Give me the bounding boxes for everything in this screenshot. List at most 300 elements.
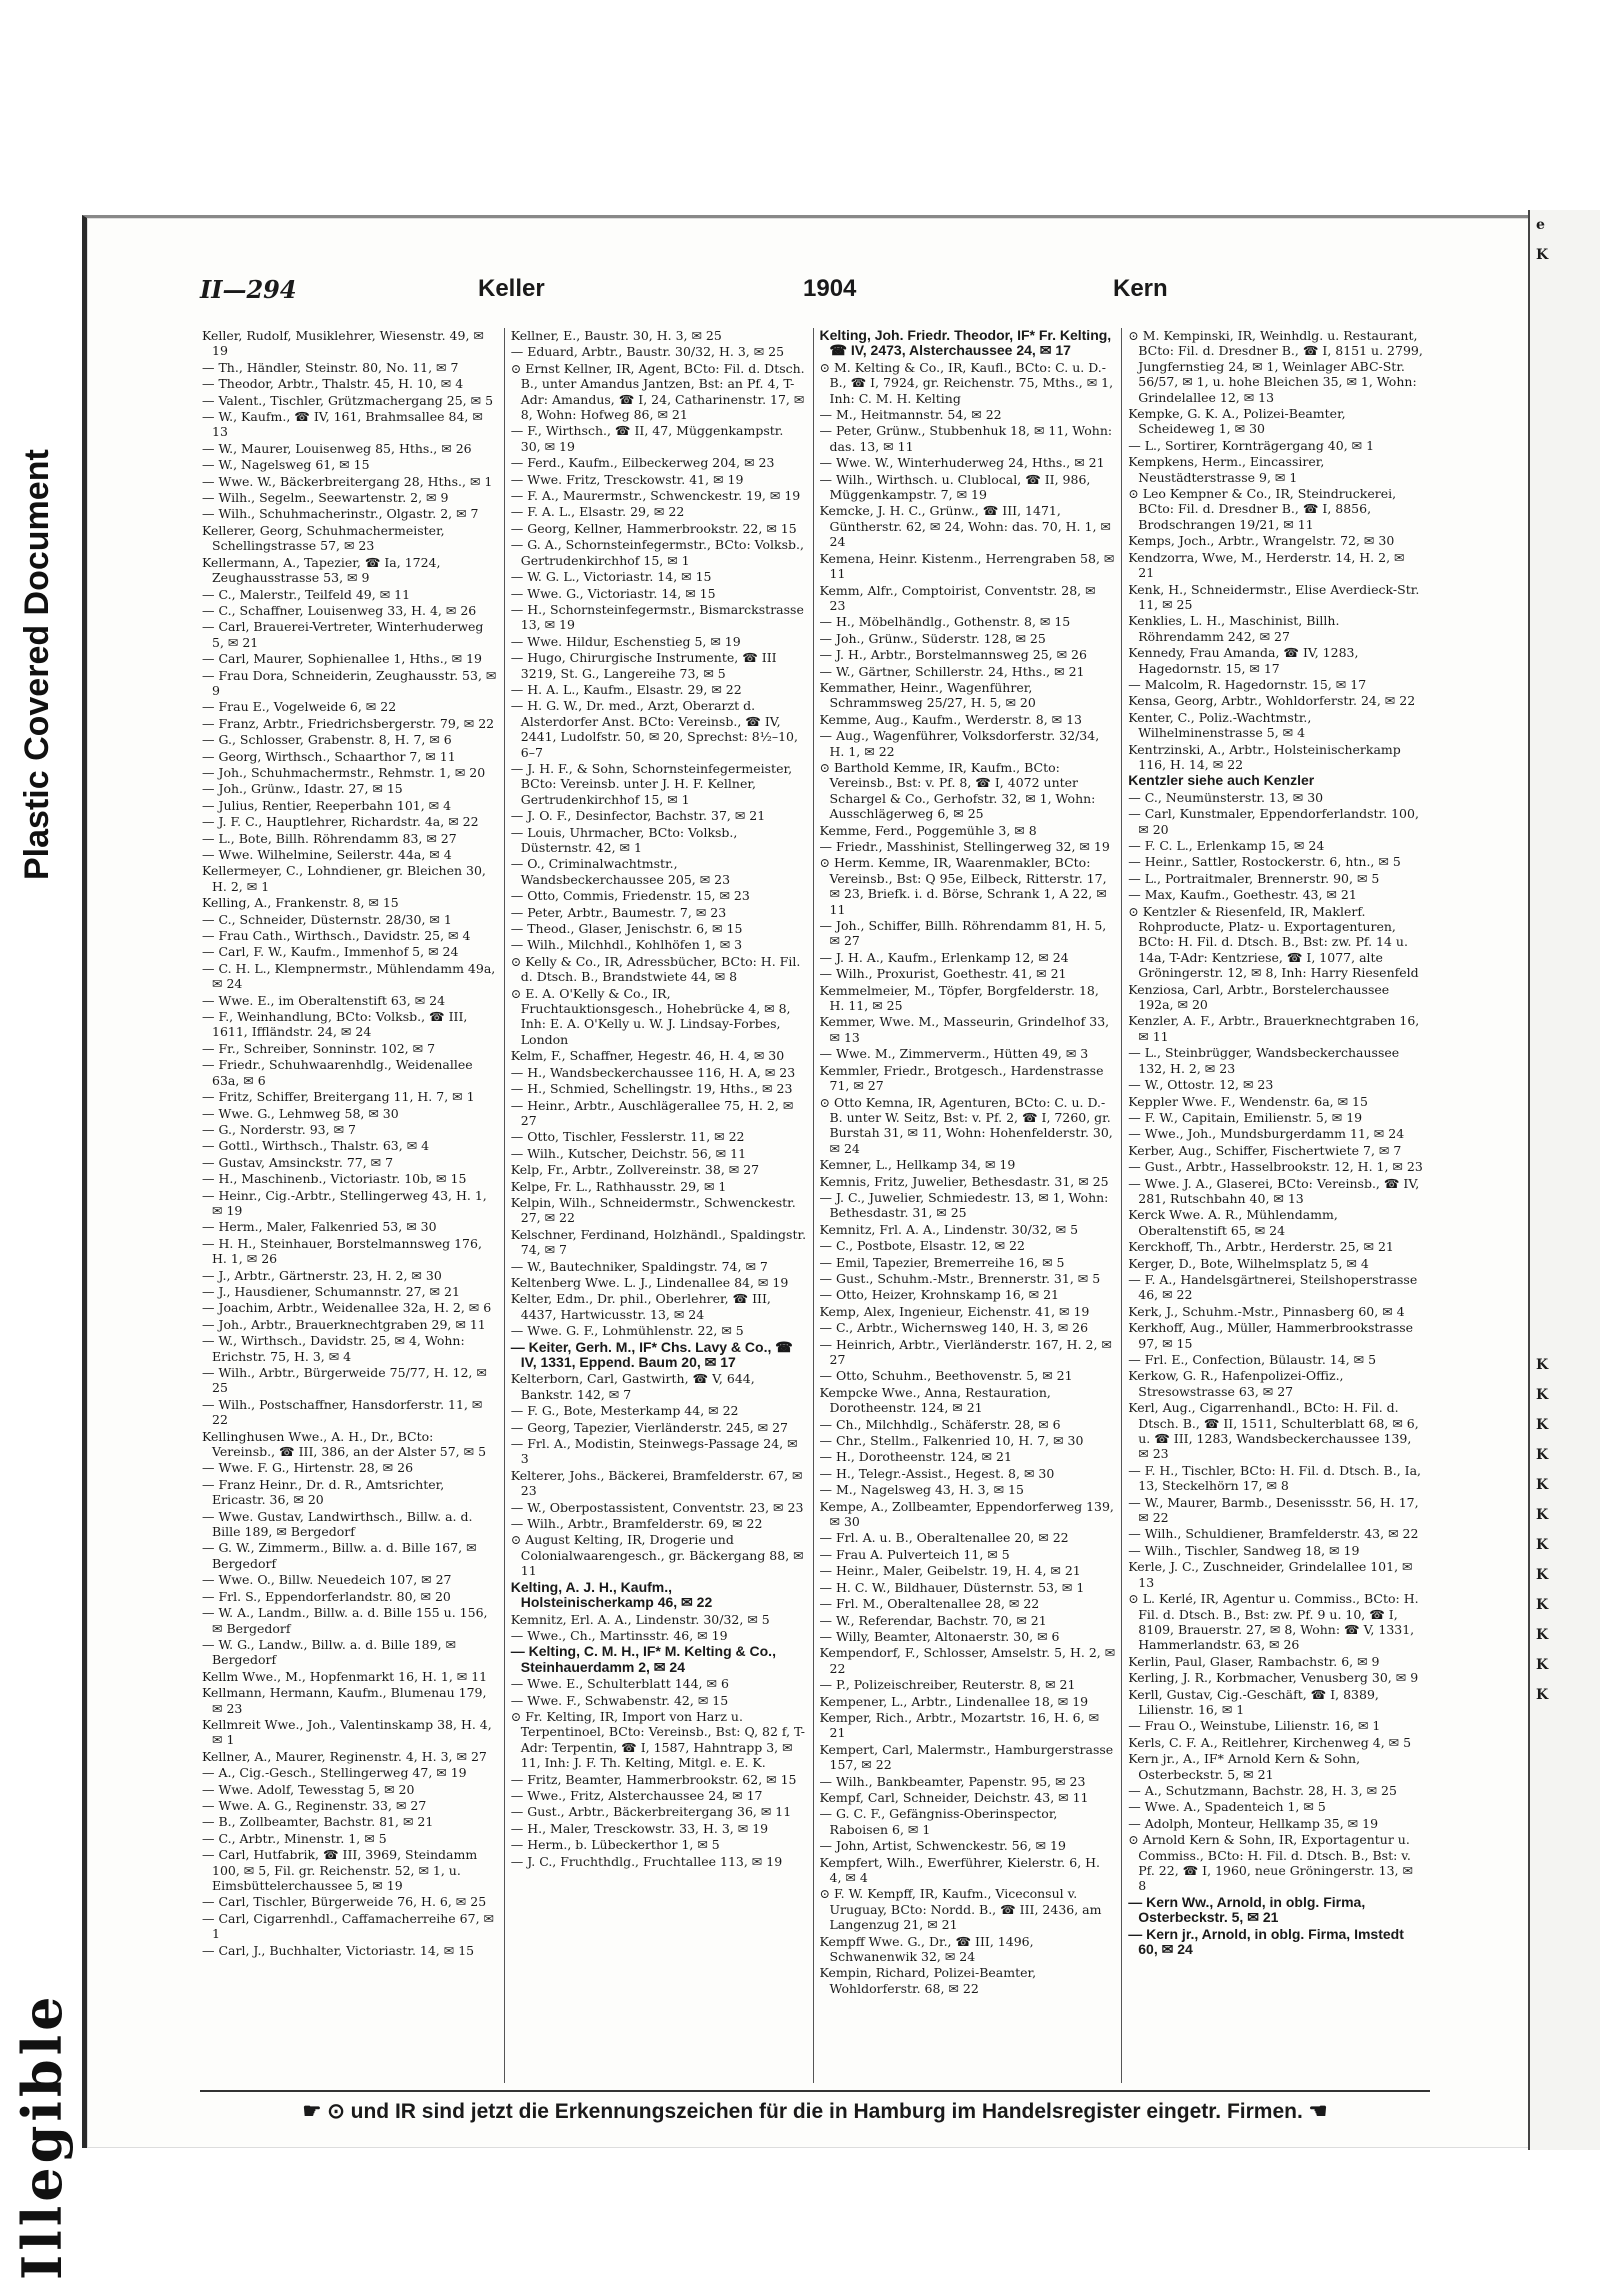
directory-entry: — Friedr., Masshinist, Stellingerweg 32, ✉ 19 <box>819 839 1110 854</box>
directory-entry: Kemme, Aug., Kaufm., Werderstr. 8, ✉ 13 <box>819 711 1083 727</box>
directory-entry: — H., Dorotheenstr. 124, ✉ 21 <box>819 1449 1012 1465</box>
adjacent-page-letter: K <box>1536 1537 1549 1553</box>
directory-column-2 <box>505 328 814 2083</box>
directory-entry: — H., Maschinenb., Victoriastr. 10b, ✉ 15 <box>202 1171 467 1187</box>
directory-entry: — Peter, Arbtr., Baumestr. 7, ✉ 23 <box>510 904 727 920</box>
directory-entry: — Gustav, Amsinckstr. 77, ✉ 7 <box>202 1154 394 1170</box>
directory-entry: — A., Schutzmann, Bachstr. 28, H. 3, ✉ 25 <box>1128 1782 1397 1798</box>
directory-entry: Kempe, A., Zollbeamter, Eppendorferweg 139, ✉ 30 <box>819 1498 1114 1530</box>
directory-entry: Kenzler, A. F., Arbtr., Brauerknechtgraben 16, ✉ 11 <box>1128 1013 1420 1044</box>
directory-entry: — W. G. L., Victoriastr. 14, ✉ 15 <box>510 569 712 585</box>
directory-entry: — Carl, J., Buchhalter, Victoriastr. 14, ✉ 15 <box>202 1942 475 1958</box>
directory-entry: Kelterer, Johs., Bäckerei, Bramfelderstr. 67, ✉ 23 <box>510 1467 803 1499</box>
directory-entry: — Theod., Glaser, Jenischstr. 6, ✉ 15 <box>510 921 743 937</box>
directory-entry: — Wwe., Fritz, Alsterchaussee 24, ✉ 17 <box>510 1787 763 1803</box>
adjacent-page-letter <box>1536 1020 1600 1050</box>
directory-entry: — Joh., Grünw., Idastr. 27, ✉ 15 <box>202 781 403 797</box>
adjacent-page-letter <box>1536 930 1600 960</box>
directory-entry: — Otto, Commis, Friedenstr. 15, ✉ 23 <box>510 888 750 904</box>
directory-entry: — Joh., Schuhmachermstr., Rehmstr. 1, ✉ 20 <box>202 764 486 780</box>
directory-entry: — Georg, Kellner, Hammerbrookstr. 22, ✉ 15 <box>510 520 797 536</box>
directory-entry: Kerlin, Paul, Glaser, Rambachstr. 6, ✉ 9 <box>1128 1653 1380 1669</box>
directory-entry: Kemp, Alex, Ingenieur, Eichenstr. 41, ✉ 19 <box>819 1303 1090 1319</box>
directory-entry: Kempendorf, F., Schlosser, Amselstr. 5, H. 2, ✉ 22 <box>819 1645 1116 1676</box>
directory-entry: Kelschner, Ferdinand, Holzhändl., Spaldingstr. 74, ✉ 7 <box>510 1226 807 1258</box>
adjacent-page-letter <box>1536 780 1600 810</box>
directory-entry: Kemmer, Wwe. M., Masseurin, Grindelhof 33, ✉ 13 <box>819 1014 1110 1045</box>
directory-entry: Kerling, J. R., Korbmacher, Venusberg 30, ✉ 9 <box>1128 1670 1419 1686</box>
directory-entry: ⊙ Ernst Kellner, IR, Agent, BCto: Fil. d. Dtsch. B., unter Amandus Jantzen, Bst: an Pf. 4, T-Adr: Amandus, ☎ I, 24, Catharinenstr. 17, ✉ 8, Wohn: Hofweg 86, ✉ 21 <box>510 360 805 423</box>
directory-entry: — Wwe. Hildur, Eschenstieg 5, ✉ 19 <box>510 633 741 649</box>
directory-entry: — H., Wandsbeckerchaussee 116, H. A, ✉ 23 <box>510 1064 796 1080</box>
adjacent-page-letter <box>1536 660 1600 690</box>
directory-entry: — W., Gärtner, Schillerstr. 24, Hths., ✉ 21 <box>819 663 1085 679</box>
directory-entry: Kerle, J. C., Zuschneider, Grindelallee 101, ✉ 13 <box>1128 1559 1413 1590</box>
adjacent-page-letter <box>1536 1140 1600 1170</box>
directory-entry: — F. A., Handelsgärtnerei, Steilshoperstrasse 46, ✉ 22 <box>1128 1271 1418 1303</box>
directory-entry: — Kern Ww., Arnold, in oblg. Firma, Osterbeckstr. 5, ✉ 21 <box>1128 1893 1366 1926</box>
directory-entry: — G. A., Schornsteinfegermstr., BCto: Volksb., Gertrudenkirchhof 15, ✉ 1 <box>510 537 804 568</box>
directory-entry: — J. C., Juwelier, Schmiedestr. 13, ✉ 1, Wohn: Bethesdastr. 31, ✉ 25 <box>819 1189 1109 1221</box>
directory-entry: Kellner, A., Maurer, Reginenstr. 4, H. 3, ✉ 27 <box>202 1748 487 1764</box>
directory-entry: Kempfert, Wilh., Ewerführer, Kielerstr. 6, H. 4, ✉ 4 <box>819 1854 1101 1885</box>
directory-entry: — G., Norderstr. 93, ✉ 7 <box>202 1121 356 1137</box>
adjacent-page-letter: K <box>1536 247 1549 263</box>
directory-entry: ⊙ E. A. O'Kelly & Co., IR, Fruchtauktionsgesch., Hohebrücke 4, ✉ 8, Inh: E. A. O'Kelly u. W. J. Lindsay-Forbes, London <box>510 985 791 1047</box>
directory-entry: Kentzler siehe auch Kenzler <box>1128 772 1315 789</box>
directory-entry: — P., Polizeischreiber, Reuterstr. 8, ✉ 21 <box>819 1677 1076 1693</box>
directory-entry: Kelpe, Fr. L., Rathhausstr. 29, ✉ 1 <box>510 1178 727 1194</box>
directory-entry: — Otto, Tischler, Fesslerstr. 11, ✉ 22 <box>510 1129 745 1145</box>
directory-entry: — Herm., Maler, Falkenried 53, ✉ 30 <box>202 1219 437 1235</box>
directory-entry: — Wwe. Wilhelmine, Seilerstr. 44a, ✉ 4 <box>202 847 452 862</box>
directory-entry: — Wilh., Arbtr., Bürgerweide 75/77, H. 12, ✉ 25 <box>202 1365 487 1396</box>
directory-entry: Kemmler, Friedr., Brotgesch., Hardenstrasse 71, ✉ 27 <box>819 1062 1104 1094</box>
directory-entry: — Wwe. Fritz, Tresckowstr. 41, ✉ 19 <box>510 471 744 487</box>
directory-entry: — F. G., Bote, Mesterkamp 44, ✉ 22 <box>510 1403 739 1419</box>
directory-entry: — Theodor, Arbtr., Thalstr. 45, H. 10, ✉ 4 <box>202 376 464 392</box>
directory-entry: ⊙ Herm. Kemme, IR, Waarenmakler, BCto: Vereinsb., Bst: Q 95e, Eilbeck, Ritterstr. 17, ✉ 23, Briefk. i. d. Börse, Schrank 1, A 22, ✉ 11 <box>819 855 1107 917</box>
directory-entry: Kerll, Gustav, Cig.-Geschäft, ☎ I, 8389, Lilienstr. 16, ✉ 1 <box>1128 1686 1379 1717</box>
directory-entry: — Carl, Maurer, Sophienallee 1, Hths., ✉ 19 <box>202 651 482 667</box>
directory-entry: — Joh., Grünw., Süderstr. 128, ✉ 25 <box>819 630 1046 646</box>
adjacent-page-letter <box>1536 480 1600 510</box>
directory-entry: — H. H., Steinhauer, Borstelmannsweg 176, H. 1, ✉ 26 <box>202 1235 482 1267</box>
directory-entry: — Wilh., Kutscher, Deichstr. 56, ✉ 11 <box>510 1145 747 1161</box>
directory-entry: Kentrzinski, A., Arbtr., Holsteinischerkamp 116, H. 14, ✉ 22 <box>1128 741 1401 772</box>
directory-entry: — W. A., Landm., Billw. a. d. Bille 155 u. 156, ✉ Bergedorf <box>202 1605 488 1636</box>
adjacent-page-letter: K <box>1536 1417 1549 1433</box>
directory-entry: — Wwe. O., Billw. Neuedeich 107, ✉ 27 <box>202 1572 452 1588</box>
directory-entry: Kelterborn, Carl, Gastwirth, ☎ V, 644, Bankstr. 142, ✉ 7 <box>510 1371 755 1402</box>
directory-entry: — Kern jr., Arnold, in oblg. Firma, Imstedt 60, ✉ 24 <box>1128 1925 1404 1958</box>
directory-entry: Kemper, Rich., Arbtr., Mozartstr. 16, H. 6, ✉ 21 <box>819 1709 1100 1741</box>
directory-entry: — Wwe. G., Lehmweg 58, ✉ 30 <box>202 1105 399 1121</box>
directory-entry: — H., Maler, Tresckowstr. 33, H. 3, ✉ 19 <box>510 1820 769 1836</box>
directory-entry: — Th., Händler, Steinstr. 80, No. 11, ✉ 7 <box>202 359 459 375</box>
adjacent-page-letter: K <box>1536 1657 1549 1673</box>
adjacent-page-letter <box>1536 840 1600 870</box>
directory-entry: Kempf, Carl, Schneider, Deichstr. 43, ✉ 11 <box>819 1789 1089 1805</box>
directory-entry: — W., Oberpostassistent, Conventstr. 23, ✉ 23 <box>510 1499 804 1515</box>
directory-entry: — G., Schlosser, Grabenstr. 8, H. 7, ✉ 6 <box>202 732 452 748</box>
directory-entry: ⊙ L. Kerlé, IR, Agentur u. Commiss., BCto: H. Fil. d. Dtsch. B., Bst: zw. Pf. 9 u. 10, ☎ I, 8109, Brauerstr. 27, ✉ 8, Wohn: ☎ V, 1331, Hammerlandstr. 63, ✉ 26 <box>1128 1591 1419 1653</box>
directory-entry: ⊙ Barthold Kemme, IR, Kaufm., BCto: Vereinsb., Bst: v. Pf. 8, ☎ I, 4072 unter Schargel & Co., Gerhofstr. 32, ✉ 1, Wohn: Ausschlägerweg 6, ✉ 25 <box>819 759 1096 822</box>
directory-entry: Kerk, J., Schuhm.-Mstr., Pinnasberg 60, ✉ 4 <box>1128 1303 1405 1319</box>
adjacent-page-letter <box>1536 720 1600 750</box>
adjacent-page-letter <box>1536 600 1600 630</box>
directory-entry: — Wwe. F., Schwabenstr. 42, ✉ 15 <box>510 1692 729 1708</box>
directory-entry: — Frl. M., Oberaltenallee 28, ✉ 22 <box>819 1596 1040 1612</box>
directory-entry: — Max, Kaufm., Goethestr. 43, ✉ 21 <box>1128 887 1357 903</box>
directory-entry: — Frl. A., Modistin, Steinwegs-Passage 24, ✉ 3 <box>510 1436 798 1467</box>
directory-entry: — C., Schneider, Düsternstr. 28/30, ✉ 1 <box>202 911 452 927</box>
directory-entry: — J., Hausdiener, Schumannstr. 27, ✉ 21 <box>202 1283 460 1299</box>
directory-entry: — Julius, Rentier, Reeperbahn 101, ✉ 4 <box>202 797 452 813</box>
directory-entry: Kelm, F., Schaffner, Hegestr. 46, H. 4, ✉ 30 <box>510 1048 785 1064</box>
directory-entry: Kempke, G. K. A., Polizei-Beamter, Scheideweg 1, ✉ 30 <box>1128 406 1346 437</box>
adjacent-page-letter <box>1536 960 1600 990</box>
directory-entry: — Wwe. Gustav, Landwirthsch., Billw. a. d. Bille 189, ✉ Bergedorf <box>202 1508 473 1540</box>
directory-entry: — Wilh., Wirthsch. u. Clublocal, ☎ II, 986, Müggenkampstr. 7, ✉ 19 <box>819 471 1091 503</box>
directory-entry: Kemnitz, Frl. A. A., Lindenstr. 30/32, ✉ 5 <box>819 1221 1079 1237</box>
directory-entry: — Wwe. E., Schulterblatt 144, ✉ 6 <box>510 1676 729 1692</box>
directory-entry: — W., Bautechniker, Spaldingstr. 74, ✉ 7 <box>510 1258 768 1274</box>
directory-entry: Kerls, C. F. A., Reitlehrer, Kirchenweg 4, ✉ 5 <box>1128 1734 1412 1750</box>
adjacent-page-letter <box>1536 390 1600 420</box>
directory-entry: Kellmreit Wwe., Joh., Valentinskamp 38, H. 4, ✉ 1 <box>202 1716 492 1748</box>
directory-entry: — Wilh., Schuhmacherinstr., Olgastr. 2, ✉ 7 <box>202 506 479 522</box>
directory-entry: — Heinr., Sattler, Rostockerstr. 6, htn., ✉ 5 <box>1128 854 1401 870</box>
directory-entry: — C. H. L., Klempnermstr., Mühlendamm 49a, ✉ 24 <box>202 960 496 992</box>
directory-entry: — F. W., Capitain, Emilienstr. 5, ✉ 19 <box>1128 1109 1363 1125</box>
page-header <box>200 275 1430 315</box>
directory-entry: — L., Portraitmaler, Brennerstr. 90, ✉ 5 <box>1128 870 1380 886</box>
directory-entry: — Keiter, Gerh. M., IF* Chs. Lavy & Co., ☎ IV, 1331, Eppend. Baum 20, ✉ 17 <box>510 1338 793 1370</box>
directory-entry: — Wwe. G. F., Lohmühlenstr. 22, ✉ 5 <box>510 1323 744 1339</box>
directory-entry: — H. A. L., Kaufm., Elsastr. 29, ✉ 22 <box>510 681 742 697</box>
adjacent-page-letter <box>1536 450 1600 480</box>
directory-entry: — Carl, F. W., Kaufm., Immenhof 5, ✉ 24 <box>202 944 459 960</box>
directory-entry: — W. G., Landw., Billw. a. d. Bille 189, ✉ Bergedorf <box>202 1636 457 1668</box>
directory-entry: — G. C. F., Gefängniss-Oberinspector, Raboisen 6, ✉ 1 <box>819 1806 1058 1837</box>
adjacent-page-letter <box>1536 1110 1600 1140</box>
directory-entry: — J. H. F., & Sohn, Schornsteinfegermeister, BCto: Vereinsb. unter J. H. F. Kellner, Gertrudenkirchhof 15, ✉ 1 <box>510 760 793 807</box>
directory-entry: — F. H., Tischler, BCto: H. Fil. d. Dtsch. B., Ia, 13, Steckelhörn 17, ✉ 8 <box>1128 1462 1422 1494</box>
directory-entry: — M., Heitmannstr. 54, ✉ 22 <box>819 407 1002 423</box>
directory-entry: — Wilh., Arbtr., Bramfelderstr. 69, ✉ 22 <box>510 1516 763 1532</box>
directory-entry: — Aug., Wagenführer, Volksdorferstr. 32/34, H. 1, ✉ 22 <box>819 728 1100 759</box>
directory-entry: — J. H. A., Kaufm., Erlenkamp 12, ✉ 24 <box>819 949 1069 965</box>
directory-entry: — Joachim, Arbtr., Weidenallee 32a, H. 2, ✉ 6 <box>202 1300 492 1316</box>
directory-entry: — G. W., Zimmerm., Billw. a. d. Bille 167, ✉ Bergedorf <box>202 1540 477 1571</box>
directory-entry: — L., Steinbrügger, Wandsbeckerchaussee 132, H. 2, ✉ 23 <box>1128 1045 1400 1076</box>
directory-entry: — W., Maurer, Barmb., Desenissstr. 56, H. 17, ✉ 22 <box>1128 1494 1419 1526</box>
directory-entry: — F. A., Maurermstr., Schwenckestr. 19, ✉ 19 <box>510 488 801 504</box>
directory-entry: ⊙ Kelly & Co., IR, Adressbücher, BCto: H. Fil. d. Dtsch. B., Brandstwiete 44, ✉ 8 <box>510 953 801 985</box>
directory-entry: — F. C. L., Erlenkamp 15, ✉ 24 <box>1128 838 1325 853</box>
directory-entry: ⊙ M. Kempinski, IR, Weinhdlg. u. Restaurant, BCto: Fil. d. Dresdner B., ☎ I, 8151 u. 2799, Jungfernstieg 24, ✉ 1, Weinlager ABC-Str. 56/57, ✉ 1, u. hohe Bleichen 35, ✉ 1, Wohn: Grindelallee 12, ✉ 13 <box>1128 328 1423 405</box>
directory-entry: — B., Zollbeamter, Bachstr. 81, ✉ 21 <box>202 1814 434 1830</box>
adjacent-page-letter <box>1536 1080 1600 1110</box>
directory-entry: Kenk, H., Schneidermstr., Elise Averdieck-Str. 11, ✉ 25 <box>1128 581 1420 612</box>
adjacent-page-letter <box>1536 1200 1600 1230</box>
directory-entry: — J. F. C., Hauptlehrer, Richardstr. 4a, ✉ 22 <box>202 814 479 830</box>
directory-entry: — J. O. F., Desinfector, Bachstr. 37, ✉ 21 <box>510 808 766 824</box>
directory-entry: — J. H., Arbtr., Borstelmannsweg 25, ✉ 26 <box>819 647 1087 663</box>
directory-entry: Kelpin, Wilh., Schneidermstr., Schwenckestr. 27, ✉ 22 <box>510 1194 796 1226</box>
directory-entry: Kempcke Wwe., Anna, Restauration, Dorotheenstr. 124, ✉ 21 <box>819 1384 1051 1416</box>
directory-entry: — Wilh., Segelm., Seewartenstr. 2, ✉ 9 <box>202 490 449 506</box>
directory-entry: — Frau Dora, Schneiderin, Zeughausstr. 53, ✉ 9 <box>202 667 497 698</box>
directory-entry: — Wilh., Postschaffner, Hansdorferstr. 11, ✉ 22 <box>202 1396 483 1428</box>
directory-entry: — Gottl., Wirthsch., Thalstr. 63, ✉ 4 <box>202 1138 430 1154</box>
directory-entry: Kemena, Heinr. Kistenm., Herrengraben 58, ✉ 11 <box>819 550 1115 582</box>
directory-entry: — O., Criminalwachtmstr., Wandsbeckerchaussee 205, ✉ 23 <box>510 856 731 887</box>
directory-entry: Kerger, D., Bote, Wilhelmsplatz 5, ✉ 4 <box>1128 1255 1369 1271</box>
directory-entry: — Wwe., Joh., Mundsburgerdamm 11, ✉ 24 <box>1128 1126 1405 1142</box>
footer-notice: ☛ ⊙ und IR sind jetzt die Erkennungszeichen für die in Hamburg im Handelsregister eingetr. Firmen. ☚ <box>200 2090 1430 2132</box>
directory-entry: Kemnis, Fritz, Juwelier, Bethesdastr. 31, ✉ 25 <box>819 1173 1109 1189</box>
directory-entry: — H., Schornsteinfegermstr., Bismarckstrasse 13, ✉ 19 <box>510 601 804 633</box>
adjacent-page-letter: K <box>1536 1627 1549 1643</box>
directory-entry: — C., Postbote, Elsastr. 12, ✉ 22 <box>819 1238 1025 1254</box>
adjacent-page-letter: K <box>1536 1507 1549 1523</box>
adjacent-page-letter: K <box>1536 1477 1549 1493</box>
directory-entry: — Friedr., Schuhwaarenhdlg., Weidenallee 63a, ✉ 6 <box>202 1057 473 1088</box>
directory-entry: — Wilh., Tischler, Sandweg 18, ✉ 19 <box>1128 1542 1360 1558</box>
adjacent-page-edge <box>1528 210 1600 2150</box>
directory-entry: — Frl. A. u. B., Oberaltenallee 20, ✉ 22 <box>819 1530 1069 1546</box>
adjacent-page-letter <box>1536 300 1600 330</box>
directory-entry: Kellinghusen Wwe., A. H., Dr., BCto: Vereinsb., ☎ III, 386, an der Alster 57, ✉ 5 <box>202 1428 487 1460</box>
directory-entry: — Frau A. Pulverteich 11, ✉ 5 <box>819 1546 1010 1562</box>
directory-entry: — C., Arbtr., Wichernsweg 140, H. 3, ✉ 26 <box>819 1320 1089 1336</box>
directory-entry: Kerber, Aug., Schiffer, Fischertwiete 7, ✉ 7 <box>1128 1142 1402 1158</box>
directory-entry: Kenter, C., Poliz.-Wachtmstr., Wilhelminenstrasse 5, ✉ 4 <box>1128 709 1312 741</box>
directory-entry: Kellner, E., Baustr. 30, H. 3, ✉ 25 <box>510 328 722 343</box>
adjacent-page-letter: e <box>1536 217 1545 233</box>
directory-entry: — Fr., Schreiber, Sonninstr. 102, ✉ 7 <box>202 1040 436 1056</box>
adjacent-page-letter: K <box>1536 1567 1549 1583</box>
directory-entry: Kelting, Joh. Friedr. Theodor, IF* Fr. Kelting, ☎ IV, 2473, Alsterchaussee 24, ✉ 17 <box>819 328 1112 359</box>
directory-entry: — Wwe. F. G., Hirtenstr. 28, ✉ 26 <box>202 1460 414 1476</box>
adjacent-page-letter <box>1536 810 1600 840</box>
directory-entry: — C., Neumünsterstr. 13, ✉ 30 <box>1128 789 1324 805</box>
adjacent-page-letter <box>1536 1320 1600 1350</box>
directory-entry: — Wwe. A., Spadenteich 1, ✉ 5 <box>1128 1799 1326 1815</box>
directory-entry: — Wilh., Bankbeamter, Papenstr. 95, ✉ 23 <box>819 1773 1086 1789</box>
page-number: II—294 <box>200 275 297 304</box>
adjacent-page-letter <box>1536 750 1600 780</box>
directory-entry: — Hugo, Chirurgische Instrumente, ☎ III 3219, St. G., Langereihe 73, ✉ 5 <box>510 650 777 681</box>
directory-entry: Kemps, Joch., Arbtr., Wrangelstr. 72, ✉ 30 <box>1128 533 1395 549</box>
directory-entry: — Frl. E., Confection, Bülaustr. 14, ✉ 5 <box>1128 1352 1377 1367</box>
side-label-top: Plastic Covered Document <box>18 449 56 880</box>
directory-entry: — Louis, Uhrmacher, BCto: Volksb., Düsternstr. 42, ✉ 1 <box>510 824 738 855</box>
directory-entry: — Wwe. W., Winterhuderweg 24, Hths., ✉ 21 <box>819 455 1105 471</box>
header-left-word: Keller <box>478 275 545 302</box>
directory-entry: — H. G. W., Dr. med., Arzt, Oberarzt d. Alsterdorfer Anst. BCto: Vereinsb., ☎ IV, 2441, Ludolfstr. 50, ✉ 20, Sprechst: 8½–10, 6–7 <box>510 698 798 760</box>
directory-entry: — Herm., b. Lübeckerthor 1, ✉ 5 <box>510 1837 720 1853</box>
directory-entry: — Otto, Schuhm., Beethovenstr. 5, ✉ 21 <box>819 1368 1073 1384</box>
directory-entry: Kempin, Richard, Polizei-Beamter, Wohldorferstr. 68, ✉ 22 <box>819 1965 1037 1996</box>
directory-entry: — F., Weinhandlung, BCto: Volksb., ☎ III, 1611, Iffländstr. 24, ✉ 24 <box>202 1009 468 1040</box>
directory-entry: Kelting, A. J. H., Kaufm., Holsteinischerkamp 46, ✉ 22 <box>510 1578 713 1611</box>
directory-entry: — Wilh., Schuldiener, Bramfelderstr. 43, ✉ 22 <box>1128 1526 1419 1542</box>
directory-entry: Keller, Rudolf, Musiklehrer, Wiesenstr. 49, ✉ 19 <box>202 328 484 359</box>
directory-entry: — Frau E., Vogelweide 6, ✉ 22 <box>202 699 397 715</box>
adjacent-page-letter <box>1536 870 1600 900</box>
adjacent-page-letter <box>1536 420 1600 450</box>
directory-entry: Kempff Wwe. G., Dr., ☎ III, 1496, Schwanenwik 32, ✉ 24 <box>819 1933 1034 1965</box>
directory-entry: — J. C., Fruchthdlg., Fruchtallee 113, ✉ 19 <box>510 1853 783 1869</box>
directory-entry: Kellermann, A., Tapezier, ☎ Ia, 1724, Zeughausstrasse 53, ✉ 9 <box>202 554 441 586</box>
directory-entry: — Wwe. A. G., Reginenstr. 33, ✉ 27 <box>202 1797 427 1813</box>
directory-entry: — Carl, Hutfabrik, ☎ III, 3969, Steindamm 100, ✉ 5, Fil. gr. Reichenstr. 52, ✉ 1, u. Eimsbüttelerchaussee 5, ✉ 19 <box>202 1847 478 1893</box>
directory-entry: — Fritz, Schiffer, Breitergang 11, H. 7, ✉ 1 <box>202 1089 475 1105</box>
directory-entry: Kenklies, L. H., Maschinist, Billh. Röhrendamm 242, ✉ 27 <box>1128 613 1340 644</box>
directory-entry: — M., Nagelsweg 43, H. 3, ✉ 15 <box>819 1482 1024 1498</box>
directory-entry: — Ch., Milchhdlg., Schäferstr. 28, ✉ 6 <box>819 1416 1061 1432</box>
directory-entry: Kemmelmeier, M., Töpfer, Borgfelderstr. 18, H. 11, ✉ 25 <box>819 982 1099 1014</box>
directory-entry: Kemme, Ferd., Poggemühle 3, ✉ 8 <box>819 822 1037 838</box>
directory-entry: Kempkens, Herm., Eincassirer, Neustädterstrasse 9, ✉ 1 <box>1128 454 1325 485</box>
directory-entry: — Chr., Stellm., Falkenried 10, H. 7, ✉ 30 <box>819 1433 1084 1449</box>
directory-entry: Kemcke, J. H. C., Grünw., ☎ III, 1471, Güntherstr. 62, ✉ 24, Wohn: das. 70, H. 1, ✉ 24 <box>819 503 1111 550</box>
directory-entry: — Carl, Cigarrenhdl., Caffamacherreihe 67, ✉ 1 <box>202 1910 494 1942</box>
directory-entry: — L., Bote, Billh. Röhrendamm 83, ✉ 27 <box>202 830 457 846</box>
directory-entry: — H., Telegr.-Assist., Hegest. 8, ✉ 30 <box>819 1465 1055 1481</box>
directory-entry: ⊙ Fr. Kelting, IR, Import von Harz u. Terpentinoel, BCto: Vereinsb., Bst: Q, 82 f, T-Adr: Terpentin, ☎ I, 1587, Hahntrapp 3, ✉ 11, Inh: J. F. Th. Kelting, Mitgl. e. E. K. <box>510 1708 805 1771</box>
adjacent-page-letter: K <box>1536 1447 1549 1463</box>
adjacent-page-letter <box>1536 1260 1600 1290</box>
directory-entry: Kellmann, Hermann, Kaufm., Blumenau 179, ✉ 23 <box>202 1685 487 1716</box>
directory-entry: — J., Arbtr., Gärtnerstr. 23, H. 2, ✉ 30 <box>202 1267 442 1283</box>
header-right-word: Kern <box>1113 275 1168 302</box>
adjacent-page-letter <box>1536 570 1600 600</box>
directory-entry: — Wwe. G., Victoriastr. 14, ✉ 15 <box>510 585 716 601</box>
directory-entry: Kerkow, G. R., Hafenpolizei-Offiz., Stresowstrasse 63, ✉ 27 <box>1128 1368 1344 1399</box>
directory-entry: ⊙ F. W. Kempff, IR, Kaufm., Viceconsul v. Uruguay, BCto: Nordd. B., ☎ III, 2436, am Langenzug 21, ✉ 21 <box>819 1886 1102 1933</box>
directory-entry: — Adolph, Monteur, Hellkamp 35, ✉ 19 <box>1128 1815 1379 1831</box>
directory-entry: Kenziosa, Carl, Arbtr., Borstelerchaussee 192a, ✉ 20 <box>1128 981 1390 1013</box>
directory-entry: — Carl, Tischler, Bürgerweide 76, H. 6, ✉ 25 <box>202 1894 487 1910</box>
directory-entry: Kerckhoff, Th., Arbtr., Herderstr. 25, ✉ 21 <box>1128 1239 1394 1255</box>
directory-entry: — W., Maurer, Louisenweg 85, Hths., ✉ 26 <box>202 440 472 456</box>
directory-entry: Kensa, Georg, Arbtr., Wohldorferstr. 24, ✉ 22 <box>1128 693 1416 709</box>
directory-entry: — Heinr., Cig.-Arbtr., Stellingerweg 43, H. 1, ✉ 19 <box>202 1187 487 1218</box>
directory-entry: — H. C. W., Bildhauer, Düsternstr. 53, ✉ 1 <box>819 1579 1085 1595</box>
directory-entry: — F. A. L., Elsastr. 29, ✉ 22 <box>510 504 685 520</box>
directory-entry: Kelling, A., Frankenstr. 8, ✉ 15 <box>202 895 399 911</box>
adjacent-page-letter <box>1536 1290 1600 1320</box>
directory-entry: — Frau O., Weinstube, Lilienstr. 16, ✉ 1 <box>1128 1718 1381 1734</box>
directory-entry: — Heinr., Arbtr., Auschlägerallee 75, H. 2, ✉ 27 <box>510 1097 794 1128</box>
directory-entry: — Georg, Wirthsch., Schaarthor 7, ✉ 11 <box>202 748 456 764</box>
directory-entry: Kemner, L., Hellkamp 34, ✉ 19 <box>819 1157 1016 1173</box>
directory-entry: Kellm Wwe., M., Hopfenmarkt 16, H. 1, ✉ 11 <box>202 1668 488 1684</box>
directory-entry: — Peter, Grünw., Stubbenhuk 18, ✉ 11, Wohn: das. 13, ✉ 11 <box>819 423 1113 454</box>
directory-entry: — A., Cig.-Gesch., Stellingerweg 47, ✉ 19 <box>202 1765 467 1781</box>
directory-entry: — Wwe. M., Zimmerverm., Hütten 49, ✉ 3 <box>819 1046 1089 1062</box>
side-label-bottom: Illegible <box>10 1992 74 2280</box>
adjacent-page-letter <box>1536 510 1600 540</box>
adjacent-page-letter <box>1536 1230 1600 1260</box>
directory-entry: — Wwe. E., im Oberaltenstift 63, ✉ 24 <box>202 992 446 1008</box>
directory-entry: Kennedy, Frau Amanda, ☎ IV, 1283, Hagedornstr. 15, ✉ 17 <box>1128 645 1359 676</box>
directory-entry: — Ferd., Kaufm., Eilbeckerweg 204, ✉ 23 <box>510 455 775 471</box>
adjacent-page-letter <box>1536 1050 1600 1080</box>
directory-entry: ⊙ Leo Kempner & Co., IR, Steindruckerei, BCto: Fil. d. Dresdner B., ☎ I, 8856, Brodschrangen 19/21, ✉ 11 <box>1128 486 1397 532</box>
adjacent-page-letter <box>1536 360 1600 390</box>
directory-entry: ⊙ August Kelting, IR, Drogerie und Colonialwaarengesch., gr. Bäckergang 88, ✉ 11 <box>510 1532 804 1579</box>
directory-entry: Kendzorra, Wwe, M., Herderstr. 14, H. 2, ✉ 21 <box>1128 549 1405 581</box>
directory-entry: Kern jr., A., IF* Arnold Kern & Sohn, Osterbeckstr. 5, ✉ 21 <box>1128 1751 1361 1782</box>
directory-entry: Kellermeyer, C., Lohndiener, gr. Bleichen 30, H. 2, ✉ 1 <box>202 863 486 894</box>
directory-entry: — Franz Heinr., Dr. d. R., Amtsrichter, Ericastr. 36, ✉ 20 <box>202 1476 445 1508</box>
adjacent-page-letter: K <box>1536 1687 1549 1703</box>
directory-entry: ⊙ Arnold Kern & Sohn, IR, Exportagentur u. Commiss., BCto: H. Fil. d. Dtsch. B., Bst: v. Pf. 22, ☎ I, 1960, neue Gröningerstr. 13, ✉ 8 <box>1128 1832 1413 1894</box>
directory-entry: — Otto, Heizer, Krohnskamp 16, ✉ 21 <box>819 1287 1059 1303</box>
directory-entry: — Franz, Arbtr., Friedrichsbergerstr. 79, ✉ 22 <box>202 715 495 731</box>
directory-columns <box>196 328 1430 2083</box>
directory-entry: — H., Schmied, Schellingstr. 19, Hths., ✉ 23 <box>510 1081 793 1097</box>
directory-entry: — Joh., Arbtr., Brauerknechtgraben 29, ✉ 11 <box>202 1316 486 1332</box>
directory-column-1 <box>196 328 505 2083</box>
directory-entry: — Carl, Brauerei-Vertreter, Winterhuderweg 5, ✉ 21 <box>202 619 484 650</box>
directory-entry: — C., Arbtr., Minenstr. 1, ✉ 5 <box>202 1830 387 1846</box>
directory-entry: — Wwe., Ch., Martinsstr. 46, ✉ 19 <box>510 1627 728 1643</box>
directory-entry: — Wilh., Milchhdl., Kohlhöfen 1, ✉ 3 <box>510 937 743 953</box>
directory-entry: — W., Ottostr. 12, ✉ 23 <box>1128 1077 1274 1093</box>
directory-entry: — Fritz, Beamter, Hammerbrookstr. 62, ✉ 15 <box>510 1771 797 1787</box>
directory-entry: Kellerer, Georg, Schuhmachermeister, Schellingstrasse 57, ✉ 23 <box>202 522 445 554</box>
adjacent-page-letter <box>1536 330 1600 360</box>
directory-entry: Kelp, Fr., Arbtr., Zollvereinstr. 38, ✉ 27 <box>510 1162 760 1178</box>
directory-entry: Kerl, Aug., Cigarrenhandl., BCto: H. Fil. d. Dtsch. B., ☎ II, 1511, Schulterblatt 68, ✉ 6, u. ☎ III, 1283, Wandsbeckerchaussee 139, ✉ 23 <box>1128 1400 1419 1462</box>
directory-entry: — W., Nagelsweg 61, ✉ 15 <box>202 457 370 473</box>
adjacent-page-letter <box>1536 630 1600 660</box>
directory-entry: — Heinr., Maler, Geibelstr. 19, H. 4, ✉ 21 <box>819 1563 1081 1579</box>
directory-entry: — Valent., Tischler, Grützmachergang 25, ✉ 5 <box>202 392 494 408</box>
directory-entry: Keppler Wwe. F., Wendenstr. 6a, ✉ 15 <box>1128 1093 1368 1109</box>
directory-column-3 <box>814 328 1123 2083</box>
adjacent-page-letter <box>1536 1170 1600 1200</box>
directory-entry: — Malcolm, R. Hagedornstr. 15, ✉ 17 <box>1128 676 1367 692</box>
directory-column-4 <box>1122 328 1430 2083</box>
directory-entry: — Frl. S., Eppendorferlandstr. 80, ✉ 20 <box>202 1588 451 1604</box>
directory-entry: — Gust., Schuhm.-Mstr., Brennerstr. 31, ✉ 5 <box>819 1270 1101 1286</box>
adjacent-page-letter: K <box>1536 1387 1549 1403</box>
directory-entry: — L., Sortirer, Kornträgergang 40, ✉ 1 <box>1128 437 1375 453</box>
adjacent-page-letter: K <box>1536 1357 1549 1373</box>
directory-entry: Kemnitz, Erl. A. A., Lindenstr. 30/32, ✉ 5 <box>510 1611 770 1627</box>
directory-entry: Keltenberg Wwe. L. J., Lindenallee 84, ✉ 19 <box>510 1274 789 1290</box>
directory-entry: — Gust., Arbtr., Bäckerbreitergang 36, ✉ 11 <box>510 1804 792 1820</box>
directory-entry: — Heinrich, Arbtr., Vierländerstr. 167, H. 2, ✉ 27 <box>819 1336 1112 1367</box>
directory-entry: — H., Möbelhändlg., Gothenstr. 8, ✉ 15 <box>819 614 1071 630</box>
directory-entry: — Emil, Tapezier, Bremerreihe 16, ✉ 5 <box>819 1254 1065 1270</box>
directory-entry: — Wwe. W., Bäckerbreitergang 28, Hths., ✉ 1 <box>202 473 493 489</box>
header-year: 1904 <box>803 275 857 302</box>
adjacent-page-letter <box>1536 900 1600 930</box>
directory-entry: — Joh., Schiffer, Billh. Röhrendamm 81, H. 5, ✉ 27 <box>819 918 1107 949</box>
directory-entry: — Carl, Kunstmaler, Eppendorferlandstr. 100, ✉ 20 <box>1128 806 1419 837</box>
adjacent-page-letter <box>1536 540 1600 570</box>
directory-entry: ⊙ Otto Kemna, IR, Agenturen, BCto: C. u. D.-B. unter W. Seitz, Bst: v. Pf. 2, ☎ I, 7260, gr. Burstah 31, ✉ 11, Wohn: Hohenfelderstr. 30, ✉ 24 <box>819 1094 1113 1156</box>
directory-entry: — John, Artist, Schwenckestr. 56, ✉ 19 <box>819 1838 1066 1854</box>
